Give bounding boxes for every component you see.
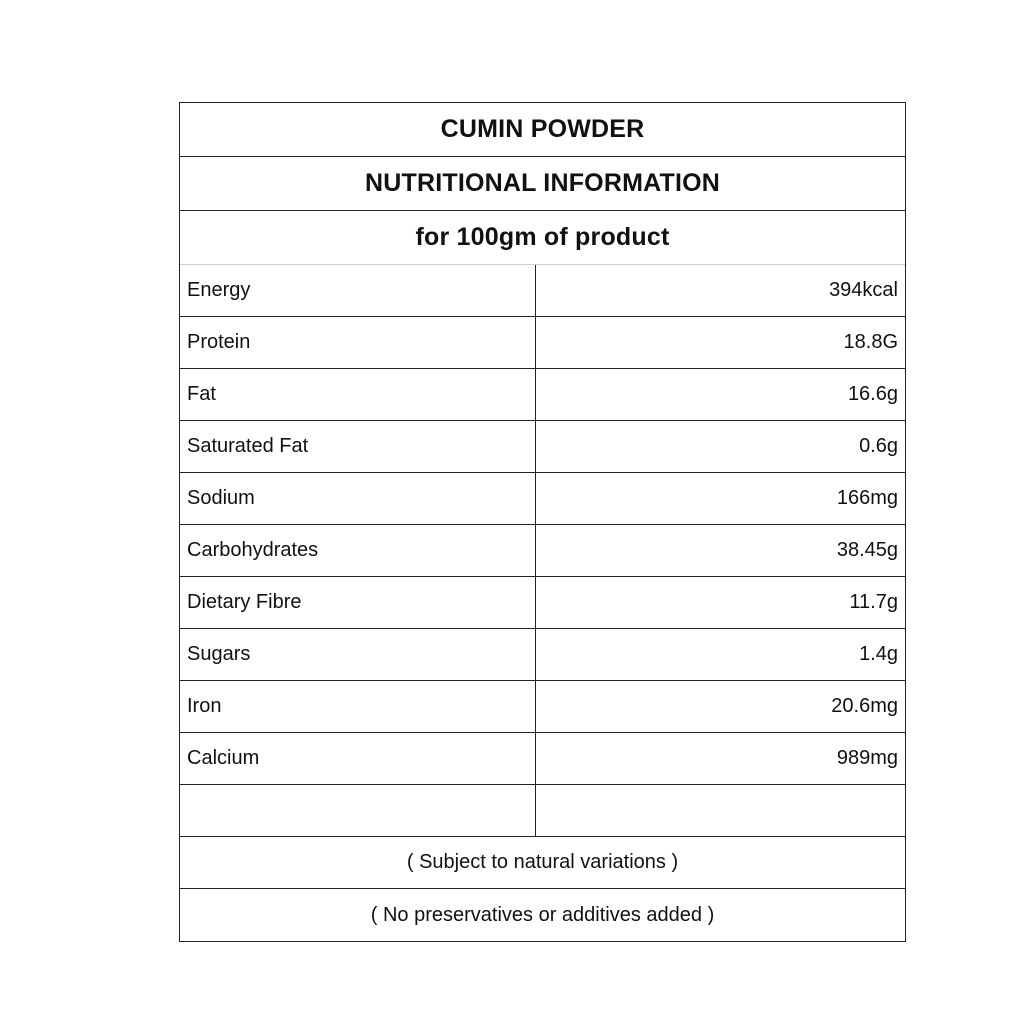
nutrient-value: 0.6g: [859, 435, 898, 457]
nutrient-value: 11.7g: [849, 591, 898, 613]
note-natural-variations: ( Subject to natural variations ): [180, 837, 905, 889]
nutrient-name: Sodium: [180, 473, 536, 524]
nutrient-value: 989mg: [836, 747, 898, 769]
nutrient-value: 20.6mg: [831, 695, 898, 717]
nutrient-name: Sugars: [180, 629, 536, 680]
nutrient-name: Iron: [180, 681, 536, 732]
serving-basis: for 100gm of product: [180, 211, 905, 265]
nutrient-value: [536, 785, 905, 836]
nutrient-name: Protein: [180, 317, 536, 368]
nutrition-label-table: [179, 102, 906, 942]
product-name: CUMIN POWDER: [180, 103, 905, 157]
table-row: [180, 785, 905, 837]
nutrient-value: 166mg: [836, 487, 898, 509]
table-row: [180, 733, 905, 785]
nutrient-value: 1.4g: [859, 643, 898, 665]
table-row: [180, 265, 905, 317]
table-row: [180, 473, 905, 525]
nutrient-name: Fat: [180, 369, 536, 420]
table-row: [180, 525, 905, 577]
table-row: [180, 421, 905, 473]
nutrient-name: Saturated Fat: [180, 421, 536, 472]
section-title: NUTRITIONAL INFORMATION: [180, 157, 905, 211]
table-row: [180, 577, 905, 629]
nutrient-list: [180, 265, 905, 837]
nutrient-value: 394kcal: [829, 279, 898, 301]
nutrient-value: 16.6g: [847, 383, 898, 405]
table-row: [180, 629, 905, 681]
nutrient-value: 18.8G: [843, 331, 898, 353]
nutrient-name: Dietary Fibre: [180, 577, 536, 628]
nutrient-name: [180, 785, 536, 836]
nutrient-name: Calcium: [180, 733, 536, 784]
nutrient-value: 38.45g: [836, 539, 898, 561]
nutrient-name: Energy: [180, 265, 536, 316]
table-row: [180, 369, 905, 421]
table-row: [180, 317, 905, 369]
nutrient-name: Carbohydrates: [180, 525, 536, 576]
table-row: [180, 681, 905, 733]
note-no-preservatives: ( No preservatives or additives added ): [370, 903, 715, 926]
